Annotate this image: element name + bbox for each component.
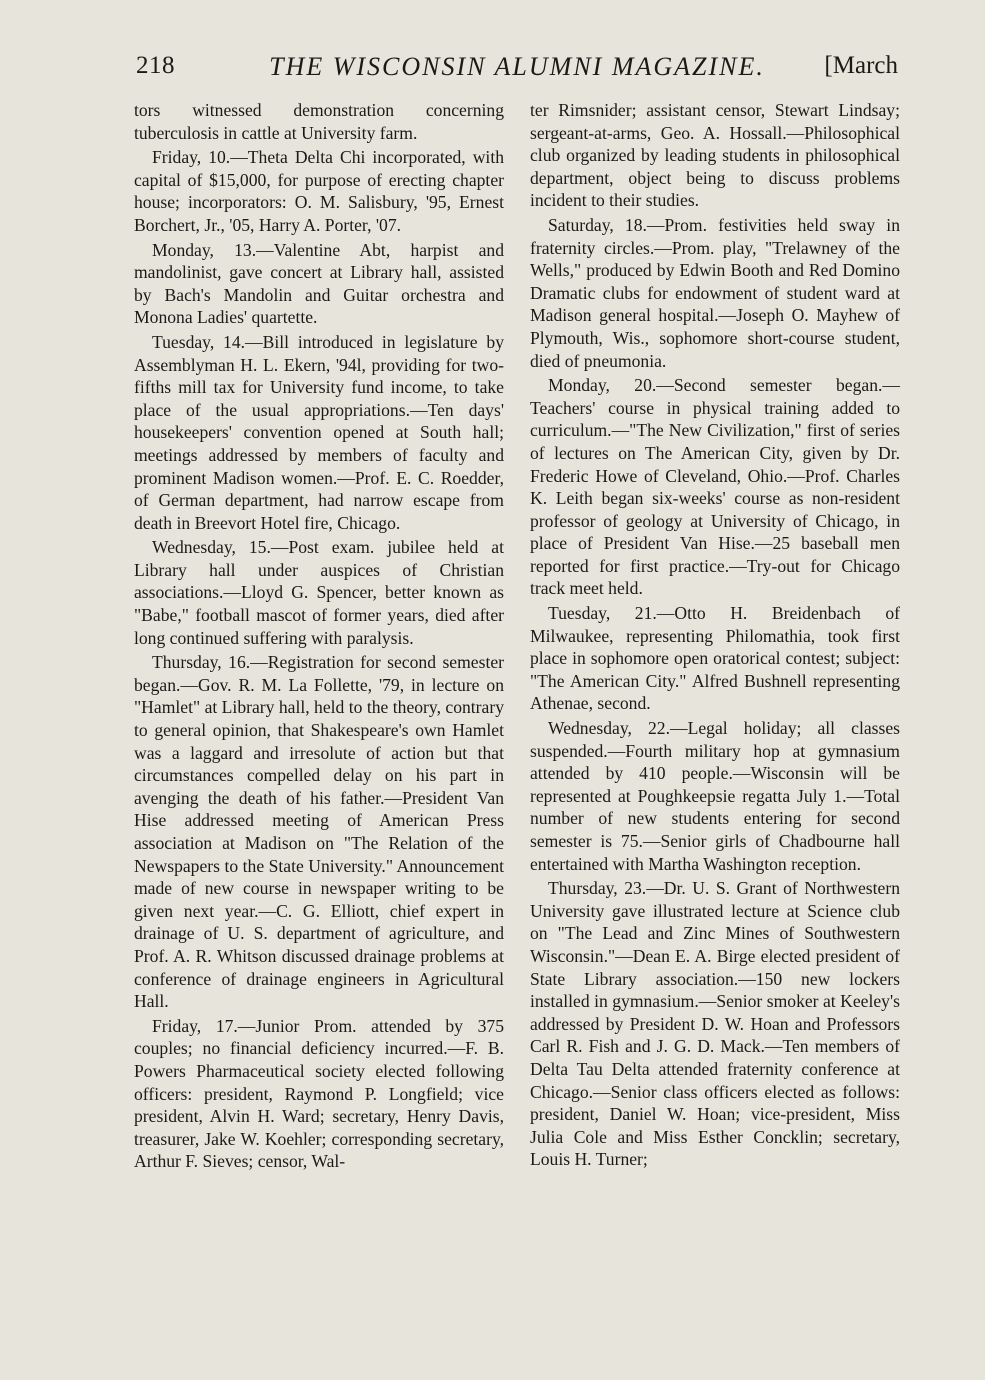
paragraph: Saturday, 18.—Prom. festivities held sway in fraternity circles.—Prom. play, "Trelawney of the Wells," produced by Edwin Booth and Red Domino Dramatic clubs for endowment of student ward at Madison general hospital.—Joseph O. Mayhew of Plymouth, Wis., sophomore short-course student, died of pneumonia. xyxy=(530,214,900,371)
paragraph: tors witnessed demonstration concerning tuberculosis in cattle at University farm. xyxy=(134,100,504,143)
paragraph: Friday, 17.—Junior Prom. attended by 375 couples; no financial deficiency incurred.—F. B. Powers Pharmaceutical society elected following officers: president, Raymond P. Longfield; vice president, Alvin H. Ward; secretary, Henry Davis, treasurer, Jake W. Koehler; corresponding secretary, Arthur F. Sieves; censor, Wal- xyxy=(134,1015,504,1172)
paragraph: Thursday, 16.—Registration for second semester began.—Gov. R. M. La Follette, '79, in lecture on "Hamlet" at Library hall, held to the theory, contrary to general opinion, that Shakespeare's own Hamlet was a laggard and irresolute of action but that circumstances compelled delay on his part in avenging the death of his father.—President Van Hise addressed meeting of American Press association at Madison on "The Relation of the Newspapers to the State University." Announcement made of new course in newspaper writing to be given next year.—C. G. Elliott, chief expert in drainage of U. S. department of agriculture, and Prof. A. R. Whitson discussed drainage problems at conference of drainage engineers in Agricultural Hall. xyxy=(134,652,504,1012)
paragraph: ter Rimsnider; assistant censor, Stewart Lindsay; sergeant-at-arms, Geo. A. Hossall.—Philosophical club organized by leading students in philosophical department, object being to discuss problems incident to their studies. xyxy=(530,100,900,211)
issue-month: [March xyxy=(824,52,898,79)
paragraph: Tuesday, 14.—Bill introduced in legislature by Assemblyman H. L. Ekern, '94l, providing for two-fifths mill tax for University fund income, to take place of the usual appropriations.—Ten days' housekeepers' convention opened at South hall; meetings addressed by members of faculty and prominent Madison women.—Prof. E. C. Roedder, of German department, had narrow escape from death in Breevort Hotel fire, Chicago. xyxy=(134,331,504,533)
page-header xyxy=(136,50,898,90)
left-column xyxy=(134,99,504,1175)
page-number: 218 xyxy=(136,52,175,79)
paragraph: Wednesday, 22.—Legal holiday; all classes suspended.—Fourth military hop at gymnasium attended by 410 people.—Wisconsin will be represented at Poughkeepsie regatta July 1.—Total number of new students entering for second semester is 75.—Senior girls of Chadbourne hall entertained with Martha Washington reception. xyxy=(530,718,900,874)
paragraph: Thursday, 23.—Dr. U. S. Grant of Northwestern University gave illustrated lecture at Science club on "The Lead and Zinc Mines of Southwestern Wisconsin."—Dean E. A. Birge elected president of State Library association.—150 new lockers installed in gymnasium.—Senior smoker at Keeley's addressed by President D. W. Hoan and Professors Carl R. Fish and J. G. D. Mack.—Ten members of Delta Tau Delta attended fraternity conference at Chicago.—Senior class officers elected as follows: president, Daniel W. Hoan; vice-president, Miss Julia Cole and Miss Esther Concklin; secretary, Louis H. Turner; xyxy=(530,878,900,1170)
paragraph: Monday, 20.—Second semester began.—Teachers' course in physical training added to curriculum.—"The New Civilization," first of series of lectures on The American City, given by Dr. Frederic Howe of Cleveland, Ohio.—Prof. Charles K. Leith began six-weeks' course as non-resident professor of geology at University of Chicago, in place of President Van Hise.—25 baseball men reported for first practice.—Try-out for Chicago track meet held. xyxy=(530,375,900,599)
running-title: THE WISCONSIN ALUMNI MAGAZINE. xyxy=(269,52,765,81)
paragraph: Wednesday, 15.—Post exam. jubilee held at Library hall under auspices of Christian associations.—Lloyd G. Spencer, better known as "Babe," football mascot of former years, died after long continued suffering with paralysis. xyxy=(134,537,504,648)
paragraph: Friday, 10.—Theta Delta Chi incorporated, with capital of $15,000, for purpose of erecting chapter house; incorporators: O. M. Salisbury, '95, Ernest Borchert, Jr., '05, Harry A. Porter, '07. xyxy=(134,147,504,235)
paragraph: Tuesday, 21.—Otto H. Breidenbach of Milwaukee, representing Philomathia, took first place in sophomore open oratorical contest; subject: "The American City." Alfred Bushnell representing Athenae, second. xyxy=(530,603,900,714)
right-column xyxy=(530,99,900,1173)
paragraph: Monday, 13.—Valentine Abt, harpist and mandolinist, gave concert at Library hall, assisted by Bach's Mandolin and Guitar orchestra and Monona Ladies' quartette. xyxy=(134,239,504,328)
